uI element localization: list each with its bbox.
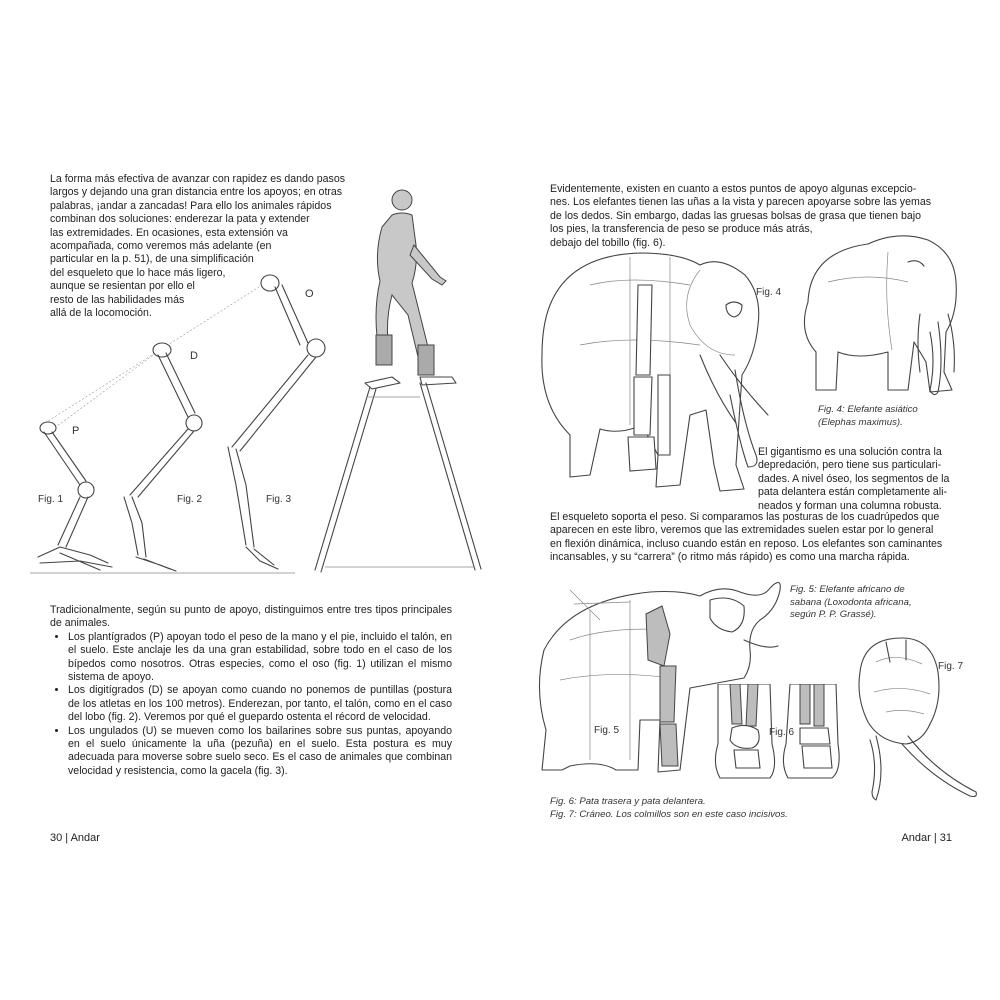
text-line: aparecen en este libro, veremos que las extremidades suelen estar por lo general — [550, 524, 934, 537]
text-line: combinan dos soluciones: enderezar la pata y extender — [50, 213, 310, 226]
gazelle-leg-skeleton — [228, 275, 325, 569]
text-line: aunque se resientan por ello el — [50, 280, 195, 293]
animal-types-list — [50, 631, 452, 778]
fig1-label: Fig. 1 — [38, 494, 64, 505]
text-line: El esqueleto soporta el peso. Si comparamos las posturas de los cuadrúpedos que — [550, 511, 940, 523]
list-item: • Los ungulados (U) se mueven como los bailarines sobre sus puntas, apoyando en el suelo únicamente la uña (pezuña) en el suelo. Esta postura es muy adecuada para moverse sobre suelo seco. Es el caso de animales que combinan velocidad y resistencia, como la gacela (fig. 3). — [68, 725, 452, 779]
text-line: largos y dejando una gran distancia entre los apoyos; en otras — [50, 186, 343, 199]
text-line: nes. Los elefantes tienen las uñas a la vista y parecen apoyarse sobre las yemas — [550, 196, 932, 209]
fig2-label: Fig. 2 — [177, 494, 203, 505]
right-page-footer: Andar | 31 — [901, 832, 952, 844]
text-line: particular en la p. 51), de una simplificación — [50, 253, 254, 266]
text-line: Evidentemente, existen en cuanto a estos puntos de apoyo algunas excepcio- — [550, 183, 917, 195]
wolf-leg-skeleton — [124, 343, 202, 571]
list-item: • Los digitígrados (D) se apoyan como cuando no ponemos de puntillas (postura de los atletas en los 100 metros). Enderezan, por tanto, el talón, como en el caso del lobo (fig. 2). Veremos por qué el guepardo ostenta el récord de velocidad. — [68, 684, 452, 724]
fig7-label: Fig. 7 — [938, 661, 964, 672]
bottom-caption — [550, 796, 788, 821]
text-line: en flexión dinámica, incluso cuando están en reposo. Los elefantes son caminantes — [550, 537, 943, 550]
text-line: palabras, ¡andar a zancadas! Para ello los animales rápidos — [50, 199, 332, 212]
fig5-label: Fig. 5 — [594, 725, 620, 736]
caption-line: sabana (Loxodonta africana, — [790, 596, 912, 608]
weight-paragraph — [550, 511, 954, 565]
fig3-label: Fig. 3 — [266, 494, 292, 505]
caption-line: Fig. 7: Cráneo. Los colmillos son en este caso incisivos. — [550, 808, 788, 820]
guide-line — [45, 350, 160, 435]
text-line: dades. A nivel óseo, los segmentos de la — [758, 472, 950, 485]
fig6-label: Fig. 6 — [769, 727, 795, 738]
digitigrade-letter: D — [190, 350, 198, 362]
text-line: pata delantera están completamente ali- — [758, 486, 948, 499]
caption-line: Fig. 6: Pata trasera y pata delantera. — [550, 796, 706, 807]
text-line: del esqueleto que lo hace más ligero, — [50, 266, 226, 279]
text-line: depredación, pero tiene sus particulari- — [758, 459, 942, 472]
text-line: debajo del tobillo (fig. 6). — [550, 236, 666, 249]
caption-line: Fig. 4: Elefante asiático — [818, 404, 918, 415]
animal-types-intro: Tradicionalmente, según su punto de apoyo, distinguimos entre tres tipos principales de animales. — [50, 604, 452, 630]
hind-foot — [715, 684, 774, 778]
left-page-footer: 30 | Andar — [50, 832, 100, 844]
fig4-asian-elephant — [788, 222, 968, 402]
animal-types-section — [50, 604, 452, 778]
text-line: acompañada, como veremos más adelante (en — [50, 240, 272, 253]
text-line: allá de la locomoción. — [50, 307, 152, 320]
text-line: El gigantismo es una solución contra la — [758, 446, 942, 458]
text-line: La forma más efectiva de avanzar con rapidez es dando pasos — [50, 173, 346, 185]
list-item: • Los plantígrados (P) apoyan todo el peso de la mano y el pie, incluido el talón, en el suelo. Este anclaje les da una gran estabilidad, sobre todo en el caso de los bípedos como nosotros. Otras especies, como el oso (fig. 1) utilizan el mismo sistema de apoyo. — [68, 631, 452, 685]
plantigrade-letter: P — [72, 425, 80, 437]
fig5-highlighted-bones — [646, 606, 678, 766]
text-line: los pies, la transferencia de peso se produce más atrás, — [550, 223, 813, 236]
text-line: neados y forman una columna robusta. — [758, 499, 942, 512]
stilt-walker-figure — [315, 190, 481, 572]
text-line: de los dedos. Sin embargo, dadas las gruesas bolsas de grasa que tienen bajo — [550, 209, 922, 222]
caption-line: (Elephas maximus). — [818, 416, 903, 428]
fig4-caption — [818, 404, 918, 429]
fig5-caption — [790, 584, 912, 622]
foreleg-bones — [628, 285, 670, 471]
asian-elephant-skeleton-illustration — [530, 245, 775, 500]
text-line: las extremidades. En ocasiones, esta extensión va — [50, 226, 288, 239]
ungulate-letter: O — [305, 288, 314, 300]
caption-line: Fig. 5: Elefante africano de — [790, 584, 905, 595]
fig7-elephant-skull — [846, 632, 986, 802]
gigantism-paragraph — [758, 446, 958, 513]
text-line: resto de las habilidades más — [50, 293, 185, 306]
text-line: incansables, y su “carrera” (o ritmo más rápido) es como una marcha rápida. — [550, 551, 910, 564]
left-illustration-legs-stilts — [20, 185, 490, 585]
caption-line: según P. P. Grassé). — [790, 609, 877, 621]
fig4-label: Fig. 4 — [756, 287, 782, 298]
